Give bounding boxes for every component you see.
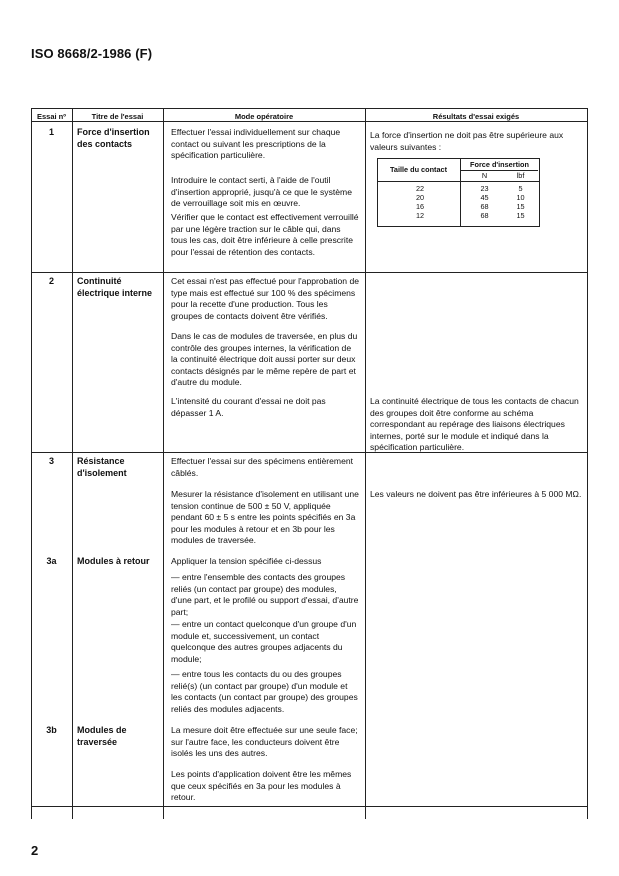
- force-table-header-force: Force d'insertion: [470, 160, 529, 169]
- row-3b-procedure-2: Les points d'application doivent être les mêmes que ceux spécifiés en 3a pour les modules à retour.: [171, 769, 352, 803]
- force-row-n: 45: [480, 193, 489, 202]
- row-2-procedure-3: L'intensité du courant d'essai ne doit pas dépasser 1 A.: [171, 396, 326, 418]
- row-3a-procedure-4: — entre tous les contacts du ou des groupes relié(s) (un contact par groupe) d'un module et les contacts (un contact par groupe) des groupes reliés des modules adjacents.: [171, 669, 358, 714]
- row-2-procedure-2: Dans le cas de modules de traversée, en plus du contrôle des groupes internes, la vérification de la continuité électrique doit aussi porter sur deux contacts désignés par le même repère de part et d'autre du module.: [171, 331, 358, 388]
- document-header: ISO 8668/2-1986 (F): [31, 46, 153, 61]
- force-row-n: 68: [480, 202, 489, 211]
- force-row-size: 20: [415, 193, 425, 202]
- row-3a-procedure-2: — entre l'ensemble des contacts des groupes reliés (un contact par groupe) des modules, d'une part, et le profilé ou support d'essai, d'autre part;: [171, 572, 359, 617]
- force-row-size: 22: [415, 184, 425, 193]
- col-header-mode: Mode opératoire: [234, 112, 294, 121]
- force-table-header-contact: Taille du contact: [389, 165, 448, 174]
- row-3a-title: Modules à retour: [77, 556, 150, 566]
- row-1-result: La force d'insertion ne doit pas être supérieure aux valeurs suivantes :: [370, 130, 564, 152]
- force-row-size: 16: [415, 202, 425, 211]
- page-number: 2: [31, 843, 39, 858]
- row-3a-number: 3a: [46, 556, 57, 566]
- force-table-unit-lbf: lbf: [516, 171, 525, 180]
- force-row-n: 23: [480, 184, 489, 193]
- row-1-number: 1: [48, 127, 54, 137]
- force-row-lbf: 15: [516, 211, 525, 220]
- force-row-lbf: 5: [518, 184, 523, 193]
- row-3-number: 3: [48, 456, 54, 466]
- force-row-lbf: 10: [516, 193, 525, 202]
- row-3a-procedure-3: — entre un contact quelconque d'un groupe d'un module et, successivement, un contact quelconque des autres groupes adjacents du module;: [171, 619, 357, 664]
- row-1-procedure-3: Vérifier que le contact est effectivement verrouillé par une légère traction sur le câble qui, dans tous les cas, doit être inférieure à celle prescrite pour l'essai de rétention des contacts.: [171, 212, 359, 257]
- col-header-titre: Titre de l'essai: [91, 112, 144, 121]
- row-3-procedure-1: Effectuer l'essai sur des spécimens entièrement câblés.: [171, 456, 354, 478]
- row-1-procedure-2: Introduire le contact serti, à l'aide de l'outil d'insertion approprié, jusqu'à ce que le système de verrouillage soit mis en œuvre.: [171, 175, 352, 209]
- row-3-title: Résistance d'isolement: [77, 456, 127, 478]
- row-3-result: Les valeurs ne doivent pas être inférieures à 5 000 MΩ.: [370, 489, 582, 499]
- force-row-size: 12: [415, 211, 425, 220]
- force-table-unit-n: N: [481, 171, 488, 180]
- col-header-essai: Essai nº: [36, 112, 66, 121]
- row-1-procedure-1: Effectuer l'essai individuellement sur chaque contact ou suivant les prescriptions de la spécification particulière.: [171, 127, 341, 161]
- row-3a-procedure-1: Appliquer la tension spécifiée ci-dessus: [171, 556, 322, 566]
- row-2-result: La continuité électrique de tous les contacts de chacun des groupes doit être conforme au schéma correspondant au repérage des liaisons électriques internes, porté sur le module et indiqué dans la spécification particulière.: [370, 396, 579, 453]
- row-3b-number: 3b: [46, 725, 57, 735]
- row-3-procedure-2: Mesurer la résistance d'isolement en utilisant une tension continue de 500 ± 50 V, appliquée pendant 60 ± 5 s entre les points spécifiés en 3a pour les modules à retour et en 3b pour les modules de traversée.: [171, 489, 359, 546]
- row-2-title: Continuité électrique interne: [77, 276, 153, 298]
- row-2-number: 2: [48, 276, 54, 286]
- force-row-lbf: 15: [516, 202, 525, 211]
- row-1-title: Force d'insertion des contacts: [77, 127, 150, 149]
- row-3b-title: Modules de traversée: [77, 725, 127, 747]
- force-row-n: 68: [480, 211, 489, 220]
- row-3b-procedure-1: La mesure doit être effectuée sur une seule face; sur l'autre face, les conducteurs doivent être isolés les uns des autres.: [171, 725, 358, 759]
- row-2-procedure-1: Cet essai n'est pas effectué pour l'approbation de type mais est effectué sur 100 % des spécimens pour la recette d'une production. Tous les groupes de contacts doivent être vérifiés.: [171, 276, 360, 321]
- col-header-resultats: Résultats d'essai exigés: [432, 112, 520, 121]
